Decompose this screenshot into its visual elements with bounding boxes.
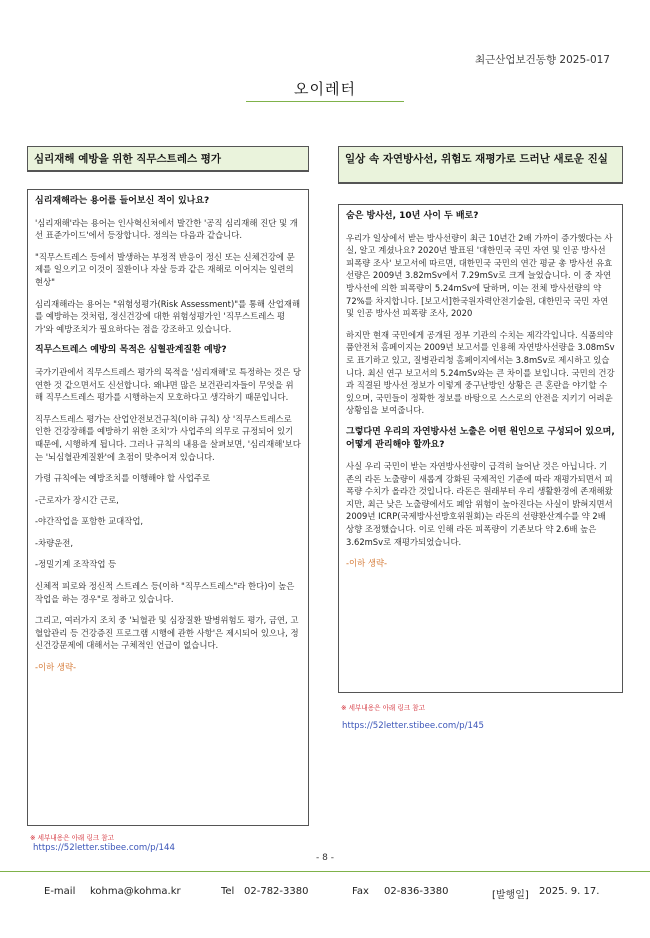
section-question: 그렇다면 우리의 자연방사선 노출은 어떤 원인으로 구성되어 있으며, 어떻게 관리해야 할까요? [346, 426, 615, 450]
body-paragraph: 우리가 일상에서 받는 방사선량이 최근 10년간 2배 가까이 증가했다는 사실, 알고 계셨나요? 2020년 발표된 '대한민국 국민 자연 및 인공 방사선 피폭량 조사' 보고서에 따르면, 대한민국 국민의 연간 평균 총 방사선 유효선량은 2009년 3.82mSv에서 7.29mSv로 크게 늘었습니다. 이 중 자연방사선에 의한 피폭량이 5.24mSv에 달하며, 이는 전체 방사선량의 약 72%를 차지합니다. [보고서]한국원자력안전기술원, 대한민국 국민 자연 및 인공 방사선 피폭량 조사, 2020 [346, 232, 613, 319]
left-note: ※ 세부내용은 아래 링크 참고 [30, 834, 114, 842]
page-number: - 8 - [316, 853, 334, 863]
left-column [27, 146, 309, 172]
omitted-note: -이하 생략- [35, 662, 77, 673]
footer-issued-label: [발행일] [492, 890, 529, 901]
footer-fax: 02-836-3380 [384, 886, 449, 897]
footer-fax-label: Fax [352, 886, 369, 897]
footer-email-label: E-mail [44, 886, 76, 897]
body-paragraph: 그리고, 여러가지 조치 중 '뇌혈관 및 심장질환 발병위험도 평가, 금연, 고혈압관리 등 건강증진 프로그램 시행에 관한 사항'은 제시되어 있으나, 정신건강문제에 대해서는 구체적인 언급이 없습니다. [35, 615, 299, 651]
footer-email[interactable]: kohma@kohma.kr [90, 886, 181, 897]
body-paragraph: -차량운전, [35, 537, 74, 548]
left-link[interactable]: https://52letter.stibee.com/p/144 [33, 843, 175, 853]
body-paragraph: 가령 규칙에는 예방조치를 이행해야 할 사업주로 [35, 473, 211, 484]
body-paragraph: '심리재해'라는 용어는 인사혁신처에서 발간한 '공직 심리재해 진단 및 개선 표준가이드'에서 등장합니다. 정의는 다음과 같습니다. [35, 217, 298, 241]
body-paragraph: 신체적 피로와 정신적 스트레스 등(이하 "직무스트레스"라 한다)이 높은 작업을 하는 경우"로 정하고 있습니다. [35, 581, 295, 604]
right-link[interactable]: https://52letter.stibee.com/p/145 [342, 721, 484, 731]
footer-divider [0, 871, 650, 872]
body-paragraph: 심리재해라는 용어는 "위험성평가(Risk Assessment)"를 통해 산업재해를 예방하는 것처럼, 정신건강에 대한 위험성평가인 '직무스트레스 평가'와 예방조치가 필요하다는 점을 강조하고 있습니다. [35, 298, 301, 334]
right-note: ※ 세부내용은 아래 링크 참고 [341, 704, 425, 712]
body-paragraph: 사실 우리 국민이 받는 자연방사선량이 급격히 늘어난 것은 아닙니다. 기존의 라돈 노출량이 새롭게 강화된 국제적인 기준에 따라 재평가되면서 피폭량 수치가 올라간 것입니다. 라돈은 원래부터 우리 생활환경에 존재해왔지만, 최근 낮은 노출량에서도 폐암 위험이 높아진다는 사실이 밝혀지면서 2009년 ICRP(국제방사선방호위원회)는 라돈의 선량환산계수를 약 2배 상향 조정했습니다. 이로 인해 라돈 피폭량이 기존보다 약 2.6배 높은 3.62mSv로 재평가되었습니다. [346, 461, 613, 547]
body-paragraph: 국가기관에서 직무스트레스 평가의 목적을 '심리재해'로 특정하는 것은 당연한 것 같으면서도 신선합니다. 왜냐면 많은 보건관리자들이 무엇을 위해 직무스트레스 평가를 시행하는지 모호하다고 생각하기 때문입니다. [35, 366, 301, 403]
left-column-heading: 심리재해 예방을 위한 직무스트레스 평가 [27, 146, 309, 172]
omitted-note: -이하 생략- [346, 558, 388, 569]
footer-issued-date: 2025. 9. 17. [539, 886, 600, 897]
body-paragraph: 직무스트레스 평가는 산업안전보건규칙(이하 규칙) 상 '직무스트레스로 인한 건강장해를 예방하기 위한 조치'가 사업주의 의무로 규정되어 있기 때문에, 시행하게 됩니다. 그러나 규칙의 내용을 살펴보면, '심리재해'보다는 '뇌심혈관계질환'에 초점이 맞추어져 있습니다. [35, 413, 301, 462]
right-article-box [338, 204, 623, 693]
page-title: 오이레터 [294, 80, 356, 98]
section-question: 직무스트레스 예방의 목적은 심혈관계질환 예방? [35, 345, 227, 356]
publication-info: 최근산업보건동향 2025-017 [474, 54, 610, 66]
body-paragraph: "직무스트레스 등에서 발생하는 부정적 반응이 정신 또는 신체건강에 문제를 일으키고 이것이 질환이나 자살 등과 같은 재해로 이어지는 일련의 현상" [35, 251, 295, 287]
section-question: 심리재해라는 용어를 들어보신 적이 있나요? [35, 196, 210, 206]
body-paragraph: -야간작업을 포함한 교대작업, [35, 516, 144, 527]
footer-tel-label: Tel [221, 886, 235, 897]
title-underline [246, 101, 404, 102]
right-column-heading: 일상 속 자연방사선, 위험도 재평가로 드러난 새로운 진실 [338, 146, 623, 184]
body-paragraph: 하지만 현재 국민에게 공개된 정부 기관의 수치는 제각각입니다. 식품의약품안전처 홈페이지는 2009년 보고서를 인용해 자연방사선량을 3.08mSv로 표기하고 있고, 질병관리청 홈페이지에서는 3.8mSv로 제시하고 있습니다. 최신 연구 보고서의 5.24mSv와는 큰 차이를 보입니다. 국민의 건강과 직결된 방사선 정보가 이렇게 중구난방인 상황은 큰 혼란을 야기할 수 있으며, 국민들이 정확한 정보를 바탕으로 스스로의 안전을 지키기 어려운 상황임을 보여줍니다. [346, 329, 615, 416]
footer-tel: 02-782-3380 [244, 886, 309, 897]
left-article-box [27, 189, 309, 826]
section-question: 숨은 방사선, 10년 사이 두 배로? [346, 211, 479, 221]
body-paragraph: -정밀기계 조작작업 등 [35, 559, 117, 570]
body-paragraph: -근로자가 장시간 근로, [35, 494, 119, 505]
right-column [338, 146, 623, 184]
